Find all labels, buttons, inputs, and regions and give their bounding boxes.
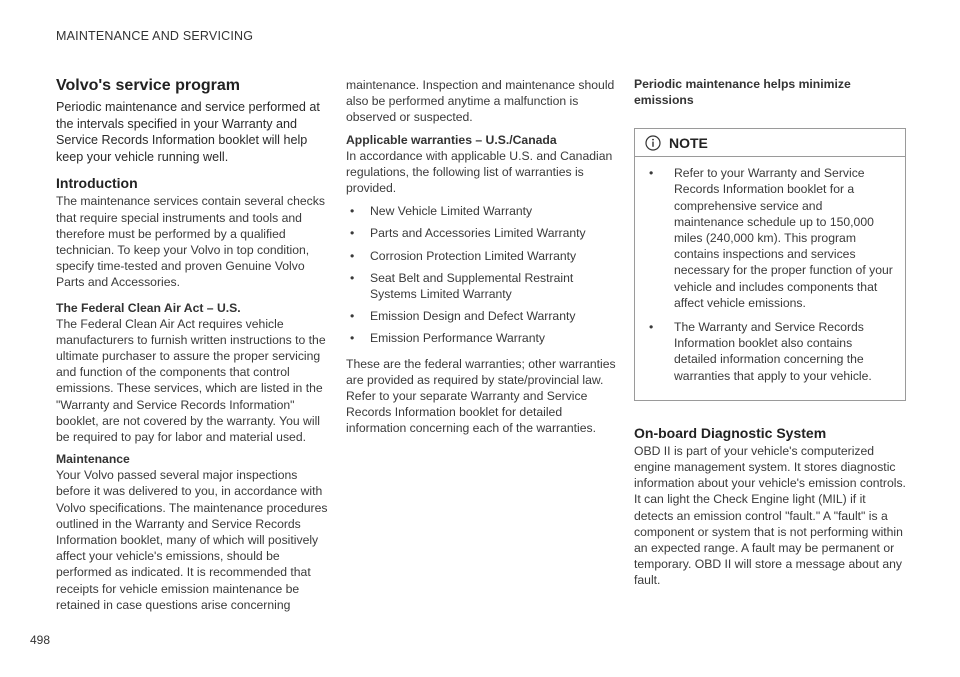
warranties-list (346, 203, 618, 346)
note-list (645, 165, 895, 384)
column-3 (634, 76, 906, 589)
list-item: • New Vehicle Limited Warranty (346, 203, 618, 219)
list-item: • Seat Belt and Supplemental Restraint Systems Limited Warranty (346, 270, 618, 302)
list-item: • Parts and Accessories Limited Warranty (346, 225, 618, 241)
list-item: • Emission Design and Defect Warranty (346, 308, 618, 324)
introduction-text: The maintenance services contain several checks that require special instruments and tools and therefore must be performed by a qualified technician. To keep your Volvo in top condition, specify time-tested and proven Genuine Volvo Parts and Accessories. (56, 194, 325, 290)
obd-text: OBD II is part of your vehicle's computerized engine management system. It stores diagnostic information about your vehicle's emission controls. It can light the Check Engine light (MIL) if it detects an emission control "fault." A "fault" is a component or system that is not performing within an expected range. A fault may be permanent or temporary. OBD II will store a message about any fault. (634, 443, 906, 588)
lead-paragraph: Periodic maintenance and service performed at the intervals specified in your Warranty and Service Records Information booklet will help keep your vehicle running well. (56, 100, 320, 164)
warranties-outro: These are the federal warranties; other warranties are provided as required by state/provincial law. Refer to your separate Warranty and Service Records Information booklet for detailed information concerning each of the warranties. (346, 356, 616, 436)
warranties-heading: Applicable warranties – U.S./Canada (346, 132, 557, 147)
maintenance-continued-text: maintenance. Inspection and maintenance should also be performed anytime a malfunction is observed or suspected. (346, 78, 615, 125)
clean-air-act-heading: The Federal Clean Air Act – U.S. (56, 300, 241, 315)
note-box (634, 128, 906, 401)
clean-air-act-text: The Federal Clean Air Act requires vehicle manufacturers to furnish written instructions to the ultimate purchaser to assure the proper servicing and function of the components that control emissions. These services, which are listed in the "Warranty and Service Records Information" booklet, are not covered by the warranty. You will be required to pay for labor and material used. (56, 316, 326, 445)
list-item: • Emission Performance Warranty (346, 330, 618, 346)
note-header (635, 135, 905, 157)
page-number: 498 (30, 633, 51, 647)
maintenance-text: Your Volvo passed several major inspections before it was delivered to you, in accordance with Volvo specifications. The maintenance procedures outlined in the Warranty and Service Records Information booklet, many of which will positively affect your vehicle's emissions, should be performed as indicated. It is recommended that receipts for vehicle emission maintenance be retained in case questions arise concerning (56, 468, 328, 612)
page-title: Volvo's service program (56, 77, 241, 94)
column-2 (346, 77, 618, 437)
note-title: NOTE (669, 135, 708, 151)
column-1 (56, 76, 328, 613)
maintenance-heading: Maintenance (56, 452, 130, 467)
introduction-heading: Introduction (56, 175, 138, 192)
obd-heading: On-board Diagnostic System (634, 424, 827, 441)
warranties-intro: In accordance with applicable U.S. and Canadian regulations, the following list of warranties is provided. (346, 148, 613, 196)
running-header: MAINTENANCE AND SERVICING (56, 29, 254, 43)
list-item: • Corrosion Protection Limited Warranty (346, 248, 618, 264)
list-item: • Refer to your Warranty and Service Records Information booklet for a comprehensive service and maintenance schedule up to 150,000 miles (240,000 km). This program contains inspections and services necessary for the proper function of your vehicle and includes components that affect vehicle emissions. (645, 165, 895, 311)
list-item: • The Warranty and Service Records Information booklet also contains detailed information concerning the warranties that apply to your vehicle. (645, 319, 895, 384)
info-circle-icon (645, 135, 661, 151)
periodic-maintenance-heading: Periodic maintenance helps minimize emissions (634, 77, 851, 107)
